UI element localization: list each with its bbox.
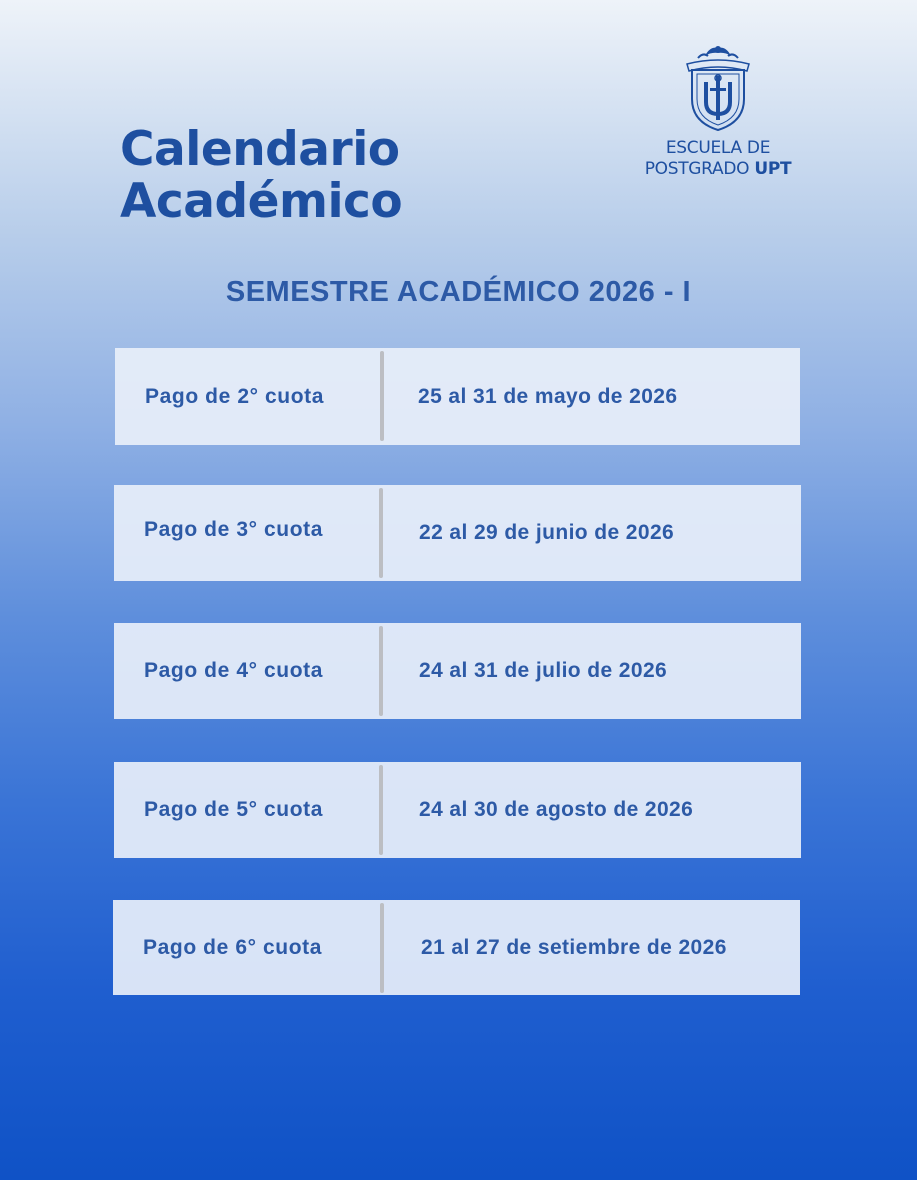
upt-logo <box>630 44 806 180</box>
row-divider <box>379 765 383 855</box>
logo-school-line: ESCUELA DE <box>665 138 771 158</box>
row-divider <box>379 626 383 716</box>
payment-date: 24 al 31 de julio de 2026 <box>419 659 668 682</box>
logo-upt-text: UPT <box>754 159 792 179</box>
page-title <box>120 124 402 228</box>
payment-label: Pago de 2° cuota <box>145 384 325 408</box>
payment-date: 22 al 29 de junio de 2026 <box>419 521 675 544</box>
payment-date: 25 al 31 de mayo de 2026 <box>418 384 678 408</box>
payment-date: 21 al 27 de setiembre de 2026 <box>421 935 727 959</box>
title-line-1: Calendario <box>120 122 400 177</box>
payment-label: Pago de 3° cuota <box>144 518 324 541</box>
schedule-row <box>114 485 801 581</box>
payment-label: Pago de 4° cuota <box>144 659 324 682</box>
schedule-row <box>113 900 800 995</box>
schedule-row <box>115 348 800 445</box>
row-divider <box>380 903 384 993</box>
payment-date: 24 al 30 de agosto de 2026 <box>419 798 694 821</box>
logo-postgrado-line: POSTGRADO UPT <box>644 159 792 179</box>
schedule-row <box>114 762 801 858</box>
payment-label: Pago de 5° cuota <box>144 798 324 821</box>
title-line-2: Académico <box>120 174 403 229</box>
row-divider <box>379 488 383 578</box>
schedule-row <box>114 623 801 719</box>
university-crest-icon <box>683 44 753 132</box>
payment-label: Pago de 6° cuota <box>143 935 323 959</box>
row-divider <box>380 351 384 441</box>
semester-heading: SEMESTRE ACADÉMICO 2026 - I <box>225 276 692 308</box>
